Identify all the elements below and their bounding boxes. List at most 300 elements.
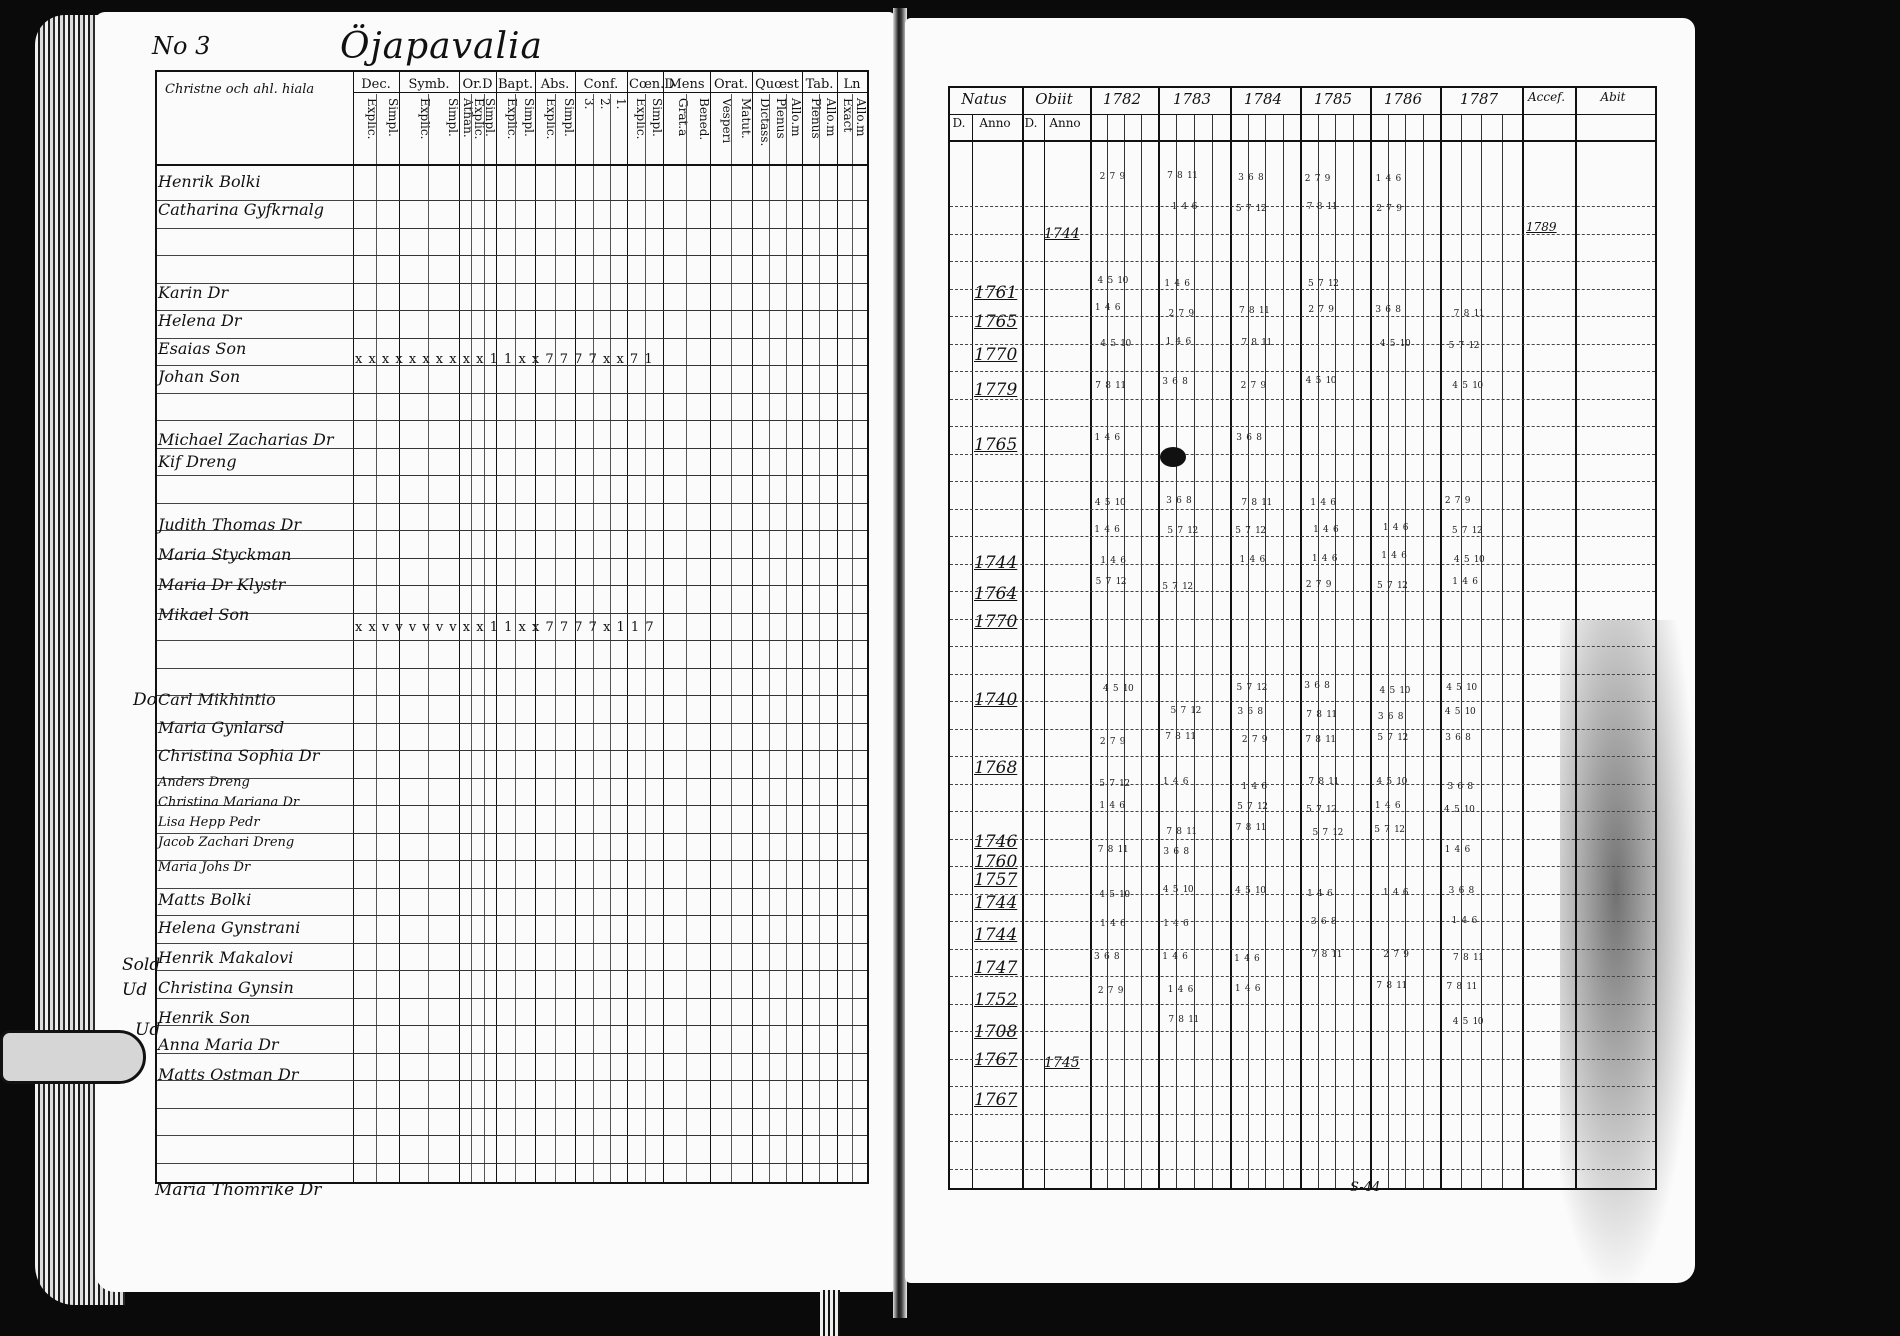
tally-marks: 2 7 9: [1099, 736, 1125, 747]
table-row-line: [353, 1108, 867, 1109]
table-row-line: [950, 1031, 1655, 1032]
table-row-line: [950, 894, 1655, 895]
column-header: Tab.: [805, 77, 834, 92]
table-row-line: [353, 943, 867, 944]
tally-marks: 7 8 11: [1305, 735, 1336, 746]
tally-marks: 1 4 6: [1162, 776, 1188, 787]
mikael-marks: x x v v v v v v x x 1 1 x x 7 7 7 7 x 1 1 7: [355, 620, 655, 635]
tally-marks: 7 8 11: [1095, 380, 1126, 391]
table-row-line: [353, 255, 867, 256]
table-row-line: [353, 1025, 867, 1026]
bottom-mark: S-44: [1350, 1180, 1381, 1195]
column-subheader: Athan.: [461, 98, 475, 138]
tally-marks: 4 5 10: [1444, 804, 1475, 815]
tally-marks: 5 7 12: [1099, 779, 1130, 790]
parishioner-name: Lisa Hepp Pedr: [158, 815, 260, 830]
column-subheader: Grat.a: [675, 98, 690, 137]
table-row-line: [353, 640, 867, 641]
table-row-line: [353, 613, 867, 614]
table-row-line: [950, 976, 1655, 977]
parishioner-name: Matts Bolki: [158, 890, 252, 909]
table-row-line: [950, 289, 1655, 290]
column-header: Abs.: [540, 77, 570, 92]
column-subheader: Plenus: [808, 98, 823, 139]
tally-marks: 5 7 12: [1170, 706, 1201, 717]
table-row-line: [950, 509, 1655, 510]
column-subheader: Explic.: [365, 98, 379, 140]
tally-marks: 4 5 10: [1235, 885, 1266, 896]
tally-marks: 5 7 12: [1374, 824, 1405, 835]
subcolumn-divider: [1405, 114, 1406, 1188]
tally-marks: 3 6 8: [1237, 707, 1263, 718]
tally-marks: 1 4 6: [1100, 918, 1126, 929]
parishioner-name: Maria Styckman: [158, 545, 292, 564]
column-divider: [752, 72, 753, 1182]
tally-marks: 5 7 12: [1237, 802, 1268, 813]
column-divider: [802, 72, 803, 1182]
column-subheader: Anno: [1049, 116, 1081, 130]
parishioner-name: Henrik Makalovi: [158, 948, 294, 967]
subcolumn-divider: [471, 94, 472, 1182]
table-row-line: [950, 536, 1655, 537]
tally-marks: 1 4 6: [1099, 801, 1125, 812]
column-divider: [1090, 88, 1092, 1188]
column-divider: [1022, 88, 1024, 1188]
name-row-line: [157, 475, 353, 476]
column-subheader: Explic.: [634, 98, 648, 140]
column-divider: [710, 72, 711, 1182]
table-row-line: [353, 833, 867, 834]
parish-name: Öjapavalia: [340, 26, 543, 67]
column-subheader: Simpl.: [650, 98, 664, 137]
column-divider: [1370, 88, 1372, 1188]
column-subheader: Simpl.: [483, 98, 497, 137]
tally-marks: 2 7 9: [1383, 950, 1409, 961]
table-row-line: [353, 200, 867, 201]
table-row-line: [353, 1163, 867, 1164]
column-header: Obiit: [1035, 90, 1073, 108]
subcolumn-divider: [1335, 114, 1336, 1188]
column-subheader: Anno: [979, 116, 1011, 130]
birth-year: 1757: [974, 870, 1018, 890]
subcolumn-divider: [1107, 114, 1108, 1188]
tally-marks: 1 4 6: [1163, 918, 1189, 929]
table-row-line: [950, 316, 1655, 317]
parishioner-name: Jacob Zachari Dreng: [158, 835, 295, 850]
tally-marks: 3 6 8: [1310, 917, 1337, 928]
header-separator: [950, 140, 1655, 142]
name-row-line: [157, 833, 353, 834]
column-subheader: Simpl.: [522, 98, 536, 137]
column-divider: [353, 72, 354, 1182]
tally-marks: 5 7 12: [1167, 526, 1198, 537]
table-row-line: [353, 283, 867, 284]
tally-marks: 1 4 6: [1444, 844, 1470, 855]
subcolumn-divider: [593, 94, 594, 1182]
name-row-line: [157, 1163, 353, 1164]
tally-marks: 3 6 8: [1377, 711, 1403, 722]
table-row-line: [950, 701, 1655, 702]
subcolumn-divider: [1265, 114, 1266, 1188]
birth-year: 1752: [974, 990, 1018, 1010]
parishioner-name: Maria Gynlarsd: [158, 718, 285, 737]
parishioner-name: Michael Zacharias Dr: [158, 430, 334, 449]
column-subheader: 1.: [614, 98, 628, 110]
birth-year: 1744: [974, 893, 1018, 913]
tally-marks: 7 8 11: [1097, 844, 1129, 855]
subcolumn-divider: [1248, 114, 1249, 1188]
subcolumn-divider: [1176, 114, 1177, 1188]
tally-marks: 1 4 6: [1311, 554, 1337, 564]
tally-marks: 1 4 6: [1374, 801, 1401, 811]
first-column-header: Christne och ahl. hiala: [165, 82, 315, 97]
tally-marks: 2 7 9: [1444, 496, 1470, 507]
tally-marks: 2 7 9: [1304, 173, 1330, 184]
column-subheader: Explic.: [544, 98, 558, 140]
obiit-year: 1745: [1044, 1055, 1080, 1071]
column-subheader: Allo.m: [824, 98, 838, 137]
column-header: Mens: [668, 77, 705, 92]
subcolumn-divider: [645, 94, 646, 1182]
margin-note: Ud: [135, 1020, 161, 1040]
name-row-line: [157, 365, 353, 366]
tally-marks: 4 5 10: [1099, 889, 1130, 900]
tally-marks: 2 7 9: [1168, 308, 1194, 319]
margin-note: Do: [133, 690, 157, 710]
tally-marks: 7 8 11: [1446, 982, 1477, 993]
table-row-line: [950, 591, 1655, 592]
parishioner-name: Matts Ostman Dr: [158, 1065, 299, 1084]
tally-marks: 4 5 10: [1305, 376, 1337, 387]
subcolumn-divider: [1194, 114, 1195, 1188]
column-subheader: Matut.: [739, 98, 753, 139]
subcolumn-divider: [786, 94, 787, 1182]
tally-marks: 5 7 12: [1235, 203, 1267, 214]
accef-year: 1789: [1526, 220, 1557, 234]
name-row-line: [157, 640, 353, 641]
parishioner-name: Maria Johs Dr: [158, 860, 251, 875]
parishioner-name: Anna Maria Dr: [158, 1035, 279, 1054]
tally-marks: 4 5 10: [1102, 684, 1134, 695]
column-subheader: Simpl.: [562, 98, 576, 137]
parishioner-name: Christina Sophia Dr: [158, 746, 320, 765]
subcolumn-divider: [819, 94, 820, 1182]
column-header: Dec.: [361, 77, 391, 92]
birth-year: 1708: [974, 1022, 1018, 1042]
column-divider: [663, 72, 664, 1182]
tally-marks: 1 4 6: [1307, 888, 1333, 899]
birth-year: 1767: [974, 1090, 1018, 1110]
tally-marks: 1 4 6: [1162, 951, 1188, 962]
table-row-line: [353, 1135, 867, 1136]
tally-marks: 7 8 11: [1308, 776, 1339, 787]
parishioner-name: Carl Mikhintio: [158, 690, 276, 709]
table-row-line: [950, 261, 1655, 262]
page-edge-strip: [820, 1290, 840, 1336]
tally-marks: 4 5 10: [1379, 686, 1410, 697]
header-separator: [157, 164, 867, 166]
tally-marks: 3 6 8: [1236, 432, 1262, 443]
column-header: Quœst: [755, 77, 799, 92]
table-row-line: [353, 970, 867, 971]
table-row-line: [950, 426, 1655, 427]
column-subheader: Vesperi: [720, 98, 734, 144]
name-row-line: [157, 255, 353, 256]
table-row-line: [950, 1086, 1655, 1087]
tally-marks: 3 6 8: [1304, 681, 1330, 692]
tally-marks: 4 5 10: [1446, 683, 1477, 694]
tally-marks: 3 6 8: [1448, 885, 1474, 896]
column-subheader: D.: [1024, 116, 1038, 130]
tally-marks: 3 6 8: [1238, 172, 1264, 183]
table-row-line: [950, 454, 1655, 455]
parishioner-name: Kif Dreng: [158, 452, 237, 471]
subcolumn-divider: [852, 94, 853, 1182]
tally-marks: 4 5 10: [1376, 777, 1407, 788]
subcolumn-divider: [376, 94, 377, 1182]
name-row-line: [157, 888, 353, 889]
table-row-line: [353, 998, 867, 999]
column-header: Accef.: [1527, 90, 1566, 104]
parishioner-name: Catharina Gyfkrnalg: [158, 200, 325, 219]
column-header: Natus: [961, 90, 1007, 108]
table-row-line: [353, 888, 867, 889]
name-row-line: [157, 970, 353, 971]
column-header: Symb.: [408, 77, 450, 92]
parishioner-name: Johan Son: [158, 367, 241, 386]
tally-marks: 5 7 12: [1095, 577, 1127, 588]
tally-marks: 5 7 12: [1448, 341, 1479, 352]
birth-year: 1765: [974, 435, 1018, 455]
table-row-line: [353, 1080, 867, 1081]
tally-marks: 3 6 8: [1163, 847, 1189, 858]
column-header: Or.D: [462, 77, 493, 92]
table-row-line: [950, 564, 1655, 565]
column-subheader: Exact: [841, 98, 855, 133]
tally-marks: 1 4 6: [1234, 983, 1261, 994]
parishioner-name: Judith Thomas Dr: [158, 515, 301, 534]
tally-marks: 1 4 6: [1310, 497, 1336, 508]
tally-marks: 7 8 11: [1376, 981, 1407, 992]
name-row-line: [157, 228, 353, 229]
tally-marks: 3 6 8: [1166, 496, 1192, 507]
tally-marks: 2 7 9: [1240, 381, 1266, 392]
subcolumn-divider: [1318, 114, 1319, 1188]
tally-marks: 5 7 12: [1377, 733, 1408, 743]
parishioner-name: Henrik Bolki: [158, 172, 261, 191]
tally-marks: 1 4 6: [1094, 303, 1121, 314]
table-row-line: [950, 729, 1655, 730]
name-row-line: [157, 915, 353, 916]
birth-year: 1740: [974, 690, 1018, 710]
birth-year: 1746: [974, 832, 1018, 852]
margin-note: Ud: [122, 980, 148, 1000]
parishioner-name: Henrik Son: [158, 1008, 251, 1027]
column-subheader: Simpl.: [386, 98, 400, 137]
subcolumn-divider: [515, 94, 516, 1182]
column-header: 1785: [1313, 90, 1353, 108]
tally-marks: 3 6 8: [1375, 304, 1401, 315]
tally-marks: 1 4 6: [1094, 432, 1120, 443]
tally-marks: 2 7 9: [1308, 304, 1334, 315]
parishioner-name: Maria Dr Klystr: [158, 575, 286, 594]
table-row-line: [353, 723, 867, 724]
name-row-line: [157, 503, 353, 504]
tally-marks: 3 6 8: [1445, 733, 1471, 744]
tally-marks: 1 4 6: [1165, 337, 1191, 348]
subcolumn-divider: [1141, 114, 1142, 1188]
column-header: Conf.: [583, 77, 619, 92]
table-row-line: [950, 1004, 1655, 1005]
column-divider: [1575, 88, 1577, 1188]
column-subheader: Explic.: [418, 98, 432, 140]
table-row-line: [353, 860, 867, 861]
table-row-line: [950, 756, 1655, 757]
subcolumn-divider: [972, 114, 973, 1188]
tally-marks: 5 7 12: [1162, 581, 1193, 592]
birth-year: 1761: [974, 283, 1018, 303]
column-header: Orat.: [714, 77, 748, 92]
tally-marks: 5 7 12: [1377, 581, 1408, 592]
table-row-line: [950, 674, 1655, 675]
table-row-line: [950, 399, 1655, 400]
column-subheader: Explic.: [472, 98, 486, 140]
column-header: Ln: [843, 77, 861, 92]
subcolumn-divider: [428, 94, 429, 1182]
table-row-line: [950, 481, 1655, 482]
tally-marks: 1 4 6: [1451, 916, 1477, 927]
name-row-line: [157, 393, 353, 394]
birth-year: 1768: [974, 758, 1018, 778]
tally-marks: 7 8 11: [1235, 823, 1267, 834]
tally-marks: 1 4 6: [1100, 555, 1126, 566]
column-divider: [1440, 88, 1442, 1188]
table-row-line: [353, 448, 867, 449]
birth-year: 1764: [974, 584, 1018, 604]
column-subheader: D.: [952, 116, 966, 130]
tally-marks: 1 4 6: [1171, 201, 1197, 212]
tally-marks: 4 5 10: [1379, 338, 1411, 349]
tally-marks: 5 7 12: [1235, 526, 1266, 537]
tally-marks: 7 8 11: [1311, 949, 1343, 960]
column-header: 1784: [1243, 90, 1283, 108]
tally-marks: 7 8 11: [1453, 308, 1485, 319]
obiit-year: 1744: [1044, 226, 1080, 242]
tally-marks: 1 4 6: [1375, 174, 1401, 185]
tally-marks: 3 6 8: [1447, 781, 1473, 792]
column-divider: [837, 72, 838, 1182]
column-header: Bapt.: [498, 77, 533, 92]
tally-marks: 1 4 6: [1094, 524, 1120, 535]
table-row-line: [353, 585, 867, 586]
tally-marks: 1 4 6: [1313, 525, 1339, 536]
name-row-line: [157, 420, 353, 421]
table-row-line: [950, 371, 1655, 372]
tally-marks: 4 5 10: [1453, 554, 1485, 565]
column-divider: [1230, 88, 1232, 1188]
ink-blot: [1160, 447, 1186, 467]
column-divider: [1158, 88, 1160, 1188]
column-header: 1787: [1459, 90, 1499, 108]
table-row-line: [353, 915, 867, 916]
thumb: [0, 1030, 146, 1084]
birth-year: 1760: [974, 852, 1018, 872]
header-separator: [353, 92, 867, 93]
subcolumn-divider: [686, 94, 687, 1182]
table-row-line: [353, 310, 867, 311]
tally-marks: 5 7 12: [1236, 683, 1267, 694]
table-row-line: [353, 668, 867, 669]
name-row-line: [157, 1135, 353, 1136]
column-subheader: Simpl.: [446, 98, 460, 137]
tally-marks: 7 8 11: [1167, 171, 1198, 182]
table-row-line: [353, 393, 867, 394]
table-row-line: [353, 503, 867, 504]
subcolumn-divider: [1212, 114, 1213, 1188]
table-row-line: [353, 695, 867, 696]
table-row-line: [950, 344, 1655, 345]
birth-year: 1770: [974, 612, 1018, 632]
parishioner-name: Christina Mariana Dr: [158, 795, 300, 810]
birth-year: 1744: [974, 553, 1018, 573]
margin-note: Sold: [122, 955, 161, 975]
table-row-line: [950, 1114, 1655, 1115]
tally-marks: 5 7 12: [1308, 278, 1339, 289]
subcolumn-divider: [610, 94, 611, 1182]
column-subheader: 3.: [582, 98, 596, 110]
column-header: 1782: [1102, 90, 1142, 108]
tally-marks: 3 6 8: [1162, 376, 1188, 387]
subcolumn-divider: [1283, 114, 1284, 1188]
tally-marks: 7 8 11: [1166, 827, 1197, 838]
table-row-line: [950, 1141, 1655, 1142]
subcolumn-divider: [484, 94, 485, 1182]
tally-marks: 1 4 6: [1381, 551, 1407, 562]
tally-marks: 2 7 9: [1099, 171, 1125, 182]
subcolumn-divider: [1502, 114, 1503, 1188]
column-subheader: Allo.m: [789, 98, 803, 137]
table-row-line: [950, 646, 1655, 647]
table-row-line: [353, 750, 867, 751]
page-number: No 3: [152, 32, 211, 60]
table-row-line: [353, 530, 867, 531]
parishioner-name: Anders Dreng: [158, 775, 250, 790]
birth-year: 1765: [974, 312, 1018, 332]
subcolumn-divider: [769, 94, 770, 1182]
table-row-line: [353, 228, 867, 229]
tally-marks: 1 4 6: [1164, 279, 1190, 290]
tally-marks: 4 5 10: [1097, 276, 1128, 287]
tally-marks: 1 4 6: [1167, 984, 1193, 995]
tally-marks: 7 8 11: [1306, 202, 1338, 213]
parishioner-name: Mikael Son: [158, 605, 250, 624]
birth-year: 1744: [974, 925, 1018, 945]
table-row-line: [950, 619, 1655, 620]
tally-marks: 4 5 10: [1162, 884, 1194, 895]
tally-marks: 7 8 11: [1241, 337, 1272, 348]
tally-marks: 5 7 12: [1306, 804, 1337, 815]
tally-marks: 5 7 12: [1312, 827, 1343, 838]
column-header: Abit: [1600, 90, 1626, 104]
subcolumn-divider: [1124, 114, 1125, 1188]
tally-marks: 1 4 6: [1234, 953, 1260, 964]
name-row-line: [157, 668, 353, 669]
column-header: 1783: [1172, 90, 1212, 108]
birth-year: 1747: [974, 958, 1018, 978]
subcolumn-divider: [731, 94, 732, 1182]
column-subheader: Dictass.: [758, 98, 773, 147]
parishioner-name: Helena Dr: [158, 311, 242, 330]
